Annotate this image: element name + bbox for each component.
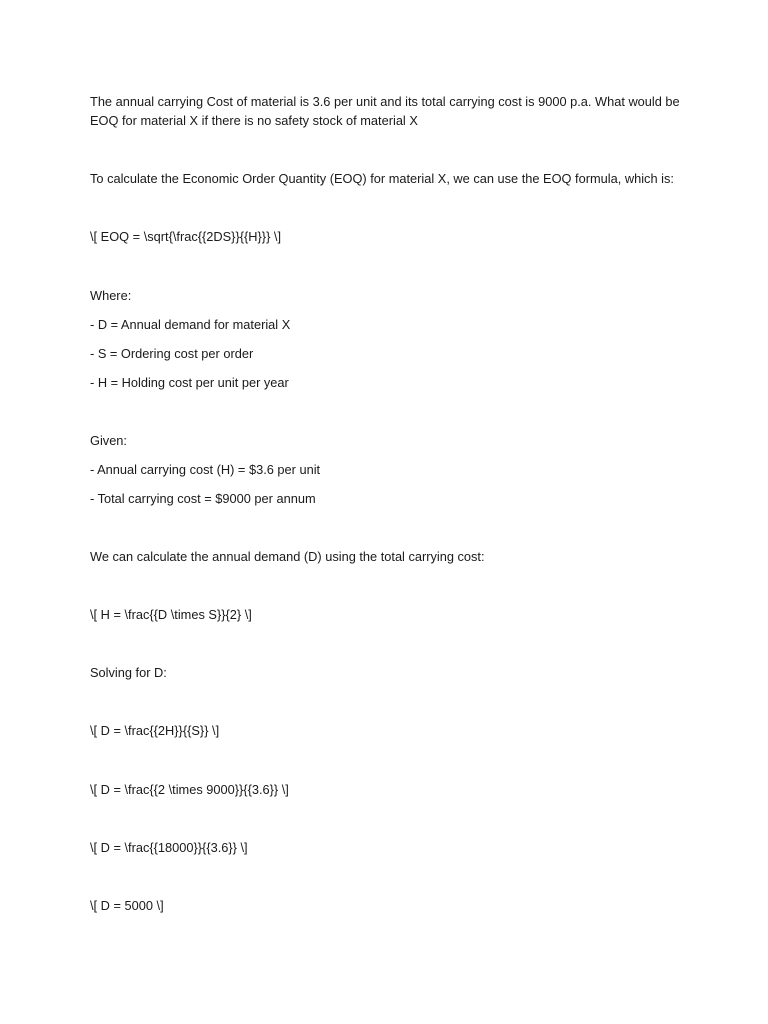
d-formula-3: \[ D = \frac{{18000}}{{3.6}} \] bbox=[90, 840, 248, 855]
question-text-line-2: EOQ for material X if there is no safety stock of material X bbox=[90, 113, 418, 128]
given-item-carrying-cost: - Annual carrying cost (H) = $3.6 per unit bbox=[90, 462, 321, 477]
where-item-h: - H = Holding cost per unit per year bbox=[90, 375, 289, 390]
intro-text: To calculate the Economic Order Quantity (EOQ) for material X, we can use the EOQ formula, which is: bbox=[90, 171, 674, 186]
question-text-line-1: The annual carrying Cost of material is 3.6 per unit and its total carrying cost is 9000 p.a. What would be bbox=[90, 94, 680, 109]
d-formula-1: \[ D = \frac{{2H}}{{S}} \] bbox=[90, 723, 220, 738]
given-label: Given: bbox=[90, 433, 127, 448]
where-label: Where: bbox=[90, 288, 132, 303]
given-item-total-cost: - Total carrying cost = $9000 per annum bbox=[90, 491, 316, 506]
where-item-d: - D = Annual demand for material X bbox=[90, 317, 291, 332]
d-formula-2: \[ D = \frac{{2 \times 9000}}{{3.6}} \] bbox=[90, 782, 289, 797]
d-result: \[ D = 5000 \] bbox=[90, 898, 164, 913]
h-formula: \[ H = \frac{{D \times S}}{2} \] bbox=[90, 607, 252, 622]
demand-intro-text: We can calculate the annual demand (D) using the total carrying cost: bbox=[90, 549, 485, 564]
solving-label: Solving for D: bbox=[90, 665, 167, 680]
where-item-s: - S = Ordering cost per order bbox=[90, 346, 254, 361]
eoq-formula: \[ EOQ = \sqrt{\frac{{2DS}}{{H}}} \] bbox=[90, 229, 282, 244]
